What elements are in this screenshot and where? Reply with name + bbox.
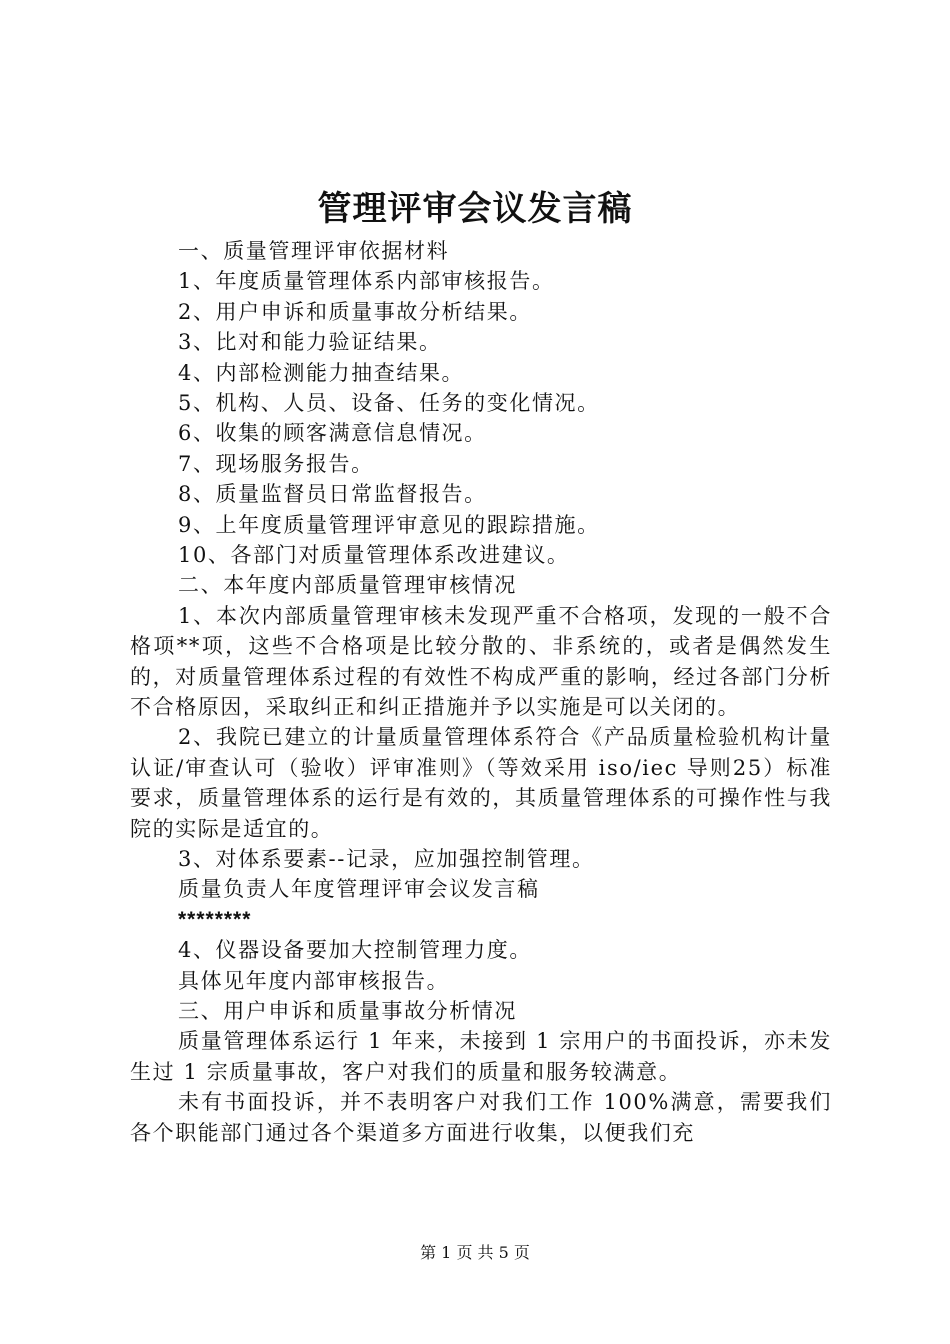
speech-title-line: 质量负责人年度管理评审会议发言稿 bbox=[178, 877, 540, 902]
audit-item-4: 4、仪器设备要加大控制管理力度。 bbox=[178, 938, 532, 963]
list-item: 3、比对和能力验证结果。 bbox=[178, 330, 442, 355]
list-item: 4、内部检测能力抽查结果。 bbox=[178, 360, 465, 385]
list-item: 5、机构、人员、设备、任务的变化情况。 bbox=[178, 390, 600, 415]
asterisk-line: ******** bbox=[178, 907, 252, 931]
document-title: 管理评审会议发言稿 bbox=[317, 189, 633, 229]
list-item: 1、年度质量管理体系内部审核报告。 bbox=[178, 269, 555, 294]
list-item: 8、质量监督员日常监督报告。 bbox=[178, 482, 487, 507]
complaints-paragraph-1: 质量管理体系运行 1 年来，未接到 1 宗用户的书面投诉，亦未发生过 1 宗质量事故，客户对我们的质量和服务较满意。 bbox=[130, 1029, 832, 1084]
list-item: 6、收集的顾客满意信息情况。 bbox=[178, 421, 487, 446]
page-footer: 第 1 页 共 5 页 bbox=[420, 1243, 530, 1262]
see-report-line: 具体见年度内部审核报告。 bbox=[178, 968, 450, 993]
audit-paragraph-2: 2、我院已建立的计量质量管理体系符合《产品质量检验机构计量认证/审查认可（验收）评审准则》（等效采用 iso/iec 导则25）标准要求，质量管理体系的运行是有效的，其质量管理体系的可操作性与我院的实际是适宜的。 bbox=[130, 725, 832, 841]
list-item: 10、各部门对质量管理体系改进建议。 bbox=[178, 542, 570, 567]
list-item: 7、现场服务报告。 bbox=[178, 451, 374, 476]
audit-paragraph-1: 1、本次内部质量管理审核未发现严重不合格项，发现的一般不合格项**项，这些不合格项是比较分散的、非系统的，或者是偶然发生的，对质量管理体系过程的有效性不构成严重的影响，经过各部门分析不合格原因，采取纠正和纠正措施并予以实施是可以关闭的。 bbox=[130, 603, 832, 719]
complaints-paragraph-2: 未有书面投诉，并不表明客户对我们工作 100%满意，需要我们各个职能部门通过各个渠道多方面进行收集，以便我们充 bbox=[130, 1090, 832, 1145]
list-item: 9、上年度质量管理评审意见的跟踪措施。 bbox=[178, 512, 600, 537]
section-heading-audit: 二、本年度内部质量管理审核情况 bbox=[178, 573, 517, 598]
document-body bbox=[130, 236, 832, 1148]
section-heading-basis: 一、质量管理评审依据材料 bbox=[178, 239, 450, 263]
audit-item-3: 3、对体系要素--记录，应加强控制管理。 bbox=[178, 846, 595, 871]
section-heading-complaints: 三、用户申诉和质量事故分析情况 bbox=[178, 998, 517, 1023]
list-item: 2、用户申诉和质量事故分析结果。 bbox=[178, 299, 532, 324]
